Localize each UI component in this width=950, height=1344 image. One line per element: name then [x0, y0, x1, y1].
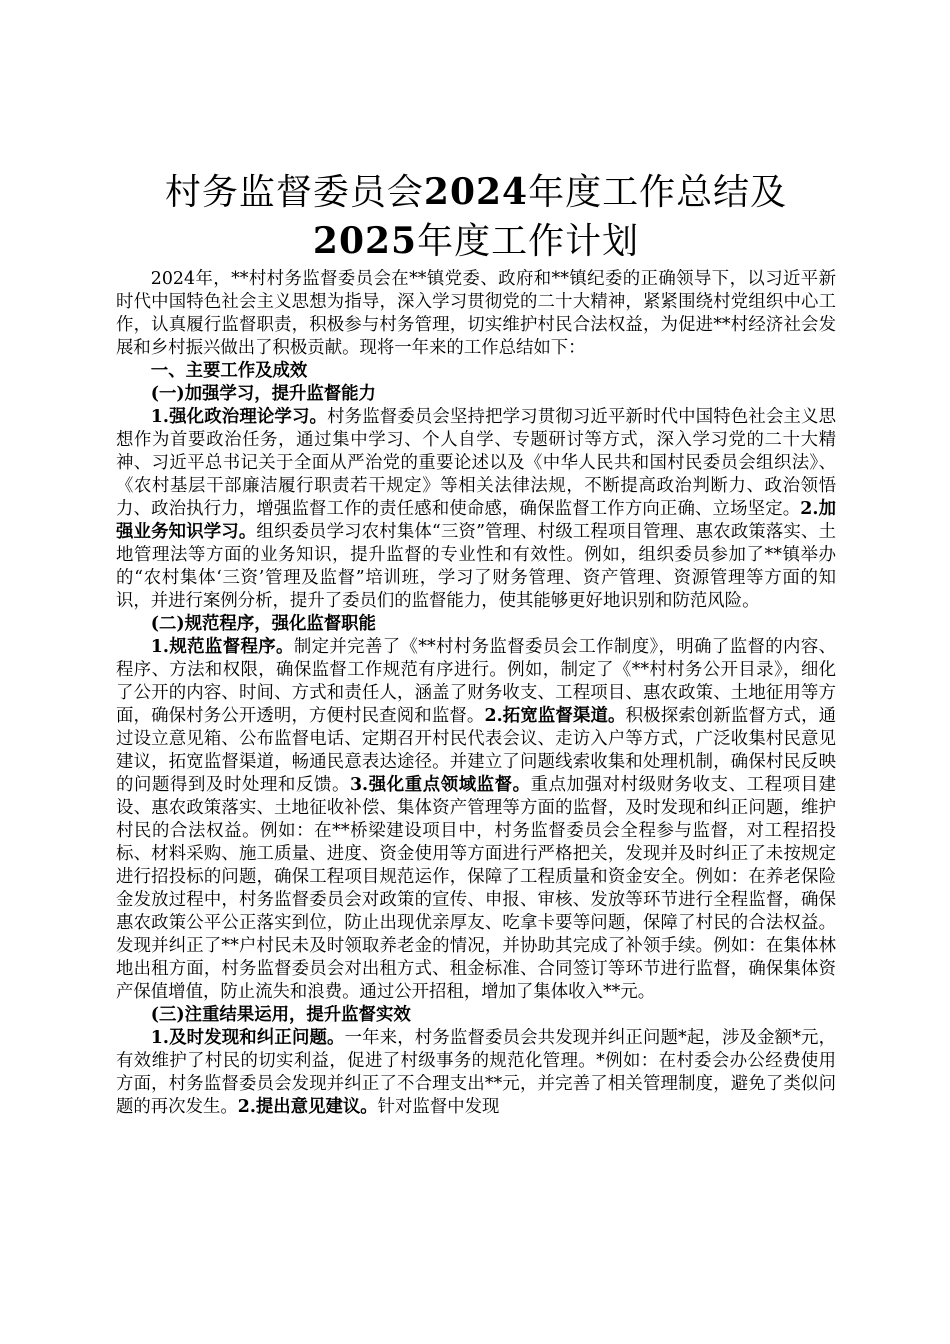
subsection-3-paragraph: [116, 1027, 836, 1119]
item-heading: 1.及时发现和纠正问题。: [150, 1028, 345, 1048]
subsection-2-paragraph: [116, 636, 836, 1004]
document-title: [116, 168, 836, 266]
subsection-heading-1: (一)加强学习，提升监督能力: [150, 384, 376, 404]
document-page: [116, 168, 836, 1119]
item-heading: 1.强化政治理论学习。: [150, 407, 328, 427]
item-text: 重点加强对村级财务收支、工程项目建设、惠农政策落实、土地征收补偿、集体资产管理等方面的监督，及时发现和纠正问题，维护村民的合法权益。例如：在**桥梁建设项目中，村务监督委员会全程参与监督，对工程招投标、材料采购、施工质量、进度、资金使用等方面进行严格把关，发现并及时纠正了未按规定进行招投标的问题，确保工程项目规范运作，保障了工程质量和资金安全。例如：在养老保险金发放过程中，村务监督委员会对政策的宣传、申报、审核、发放等环节进行全程监督，确保惠农政策公平公正落实到位，防止出现优亲厚友、吃拿卡要等问题，保障了村民的合法权益。发现并纠正了**户村民未及时领取养老金的情况，并协助其完成了补领手续。例如：在集体林地出租方面，村务监督委员会对出租方式、租金标准、合同签订等环节进行监督，确保集体资产保值增值，防止流失和浪费。通过公开招租，增加了集体收入**元。: [116, 775, 836, 1002]
item-text: 针对监督中发现: [377, 1097, 500, 1117]
subsection-heading-2: (二)规范程序，强化监督职能: [150, 614, 376, 634]
document-body: [116, 268, 836, 1119]
item-text: 组织委员学习农村集体“三资”管理、村级工程项目管理、惠农政策落实、土地管理法等方面的业务知识，提升监督的专业性和有效性。例如，组织委员参加了**镇举办的“农村集体‘三资’管理及监督”培训班，学习了财务管理、资产管理、资源管理等方面的知识，并进行案例分析，提升了委员们的监督能力，使其能够更好地识别和防范风险。: [116, 522, 836, 611]
title-year-2: 2025: [312, 220, 418, 262]
section-heading-1: 一、主要工作及成效: [150, 361, 308, 381]
item-heading: 2.拓宽监督渠道。: [484, 706, 626, 726]
subsection-1-paragraph: [116, 406, 836, 613]
intro-paragraph: 2024年，**村村务监督委员会在**镇党委、政府和**镇纪委的正确领导下，以习近平新时代中国特色社会主义思想为指导，深入学习贯彻党的二十大精神，紧紧围绕村党组织中心工作，认真履行监督职责，积极参与村务管理，切实维护村民合法权益，为促进**村经济社会发展和乡村振兴做出了积极贡献。现将一年来的工作总结如下：: [116, 269, 836, 358]
item-text: 一年来，村务监督委员会共发现并纠正问题*起，涉及金额*元，有效维护了村民的切实利益，促进了村级事务的规范化管理。*例如：在村委会办公经费使用方面，村务监督委员会发现并纠正了不合理支出**元，并完善了相关管理制度，避免了类似问题的再次发生。: [116, 1028, 836, 1117]
title-part-1: 村务监督委员会: [164, 172, 424, 213]
item-heading: 2.提出意见建议。: [237, 1097, 378, 1117]
title-year-1: 2024: [423, 171, 529, 213]
item-text: 积极探索创新监督方式，通过设立意见箱、公布监督电话、定期召开村民代表会议、走访入户等方式，广泛收集村民意见建议，拓宽监督渠道，畅通民意表达途径。并建立了问题线索收集和处理机制，确保村民反映的问题得到及时处理和反馈。: [116, 706, 836, 795]
item-text: 村务监督委员会坚持把学习贯彻习近平新时代中国特色社会主义思想作为首要政治任务，通过集中学习、个人自学、专题研讨等方式，深入学习党的二十大精神、习近平总书记关于全面从严治党的重要论述以及《中华人民共和国村民委员会组织法》、《农村基层干部廉洁履行职责若干规定》等相关法律法规，不断提高政治判断力、政治领悟力、政治执行力，增强监督工作的责任感和使命感，确保监督工作方向正确、立场坚定。: [116, 407, 836, 519]
item-heading: 3.强化重点领域监督。: [349, 775, 531, 795]
item-heading: 1.规范监督程序。: [150, 637, 294, 657]
title-part-2: 年度工作总结及: [528, 172, 788, 213]
subsection-heading-3: (三)注重结果运用，提升监督实效: [150, 1005, 411, 1025]
item-text: 制定并完善了《**村村务监督委员会工作制度》，明确了监督的内容、程序、方法和权限，确保监督工作规范有序进行。例如，制定了《**村村务公开目录》，细化了公开的内容、时间、方式和责任人，涵盖了财务收支、工程项目、惠农政策、土地征用等方面，确保村务公开透明，方便村民查阅和监督。: [116, 637, 836, 726]
title-part-3: 年度工作计划: [417, 221, 640, 262]
item-heading: 2.加强业务知识学习。: [116, 499, 836, 542]
